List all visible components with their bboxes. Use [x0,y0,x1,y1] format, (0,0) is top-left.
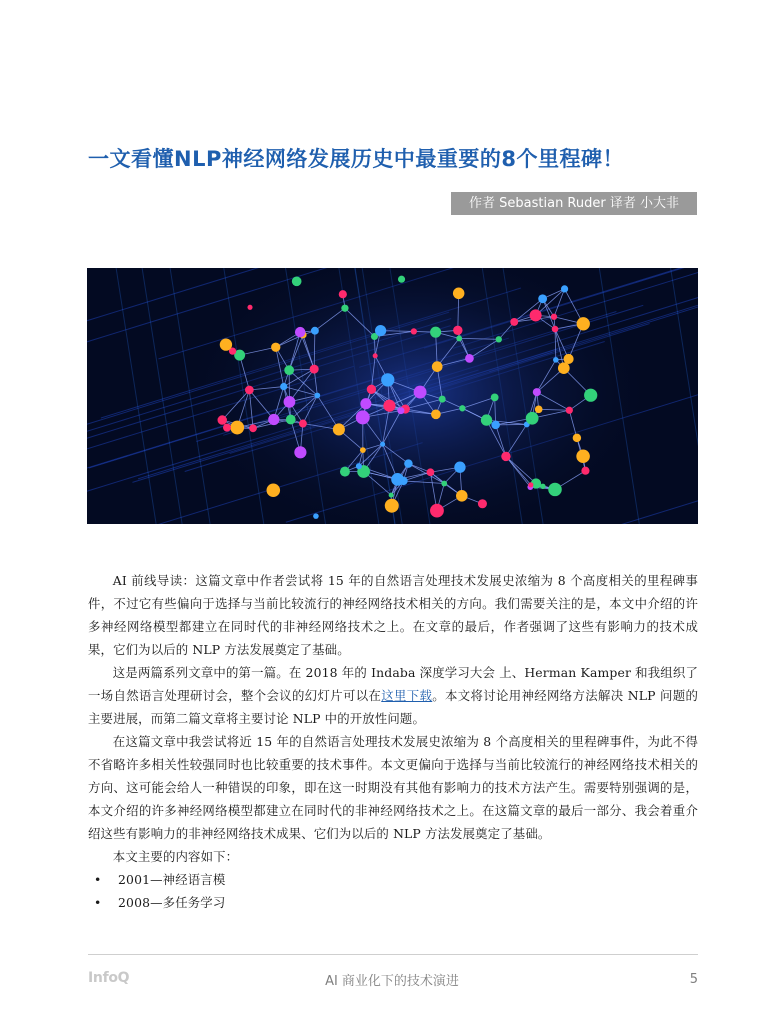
infoq-logo: InfoQ [88,970,130,986]
author-banner: 作者 Sebastian Ruder 译者 小大非 [451,192,697,215]
paragraph-series-text-2: 。本文将讨论用神经网络方法解决 NLP 问题的主要进展，而第二篇文章将主要讨论 NLP 中的开放性问题。 [88,688,698,726]
list-item [88,868,698,891]
list-item [88,891,698,914]
paragraph-contents: 本文主要的内容如下： [112,849,239,864]
article-body [88,569,698,914]
neural-network-illustration [87,268,698,524]
list-item-text: 2008—多任务学习 [118,895,226,910]
bullet-marker: • [94,872,102,887]
paragraph-intro: AI 前线导读：这篇文章中作者尝试将 15 年的自然语言处理技术发展史浓缩为 8 个高度相关的里程碑事件，不过它有些偏向于选择与当前比较流行的神经网络技术相关的方向。我们需要关注的是，本文中介绍的许多神经网络模型都建立在同时代的非神经网络技术之上。在文章的最后，作者强调了这些有影响力的技术成果，它们为以后的 NLP 方法发展奠定了基础。 [88,573,698,657]
footer-divider [88,954,698,955]
page-number: 5 [689,972,698,987]
contents-list [88,868,698,914]
slides-download-link[interactable]: 这里下载 [381,688,433,703]
article-title: 一文看懂NLP神经网络发展历史中最重要的8个里程碑！ [88,147,624,171]
paragraph-scope: 在这篇文章中我尝试将近 15 年的自然语言处理技术发展史浓缩为 8 个高度相关的里程碑事件，为此不得不省略许多相关性较强同时也比较重要的技术事件。本文更偏向于选择与当前比较流行的神经网络技术相关的方向、这可能会给人一种错误的印象，即在这一时期没有其他有影响力的技术方法产生。需要特别强调的是，本文介绍的许多神经网络模型都建立在同时代的非神经网络技术之上。在这篇文章的最后一部分、我会着重介绍这些有影响力的非神经网络技术成果、它们为以后的 NLP 方法发展奠定了基础。 [88,734,698,841]
paragraph-series-text-1: 这是两篇系列文章中的第一篇。在 2018 年的 Indaba 深度学习大会 上、Herman Kamper 和我组织了一场自然语言处理研讨会，整个会议的幻灯片可以在 [88,665,698,703]
bullet-marker: • [94,895,102,910]
hero-image [87,268,698,524]
footer-section-title: AI 商业化下的技术演进 [325,974,459,989]
paragraph-series [88,661,698,730]
list-item-text: 2001—神经语言模 [118,872,226,887]
